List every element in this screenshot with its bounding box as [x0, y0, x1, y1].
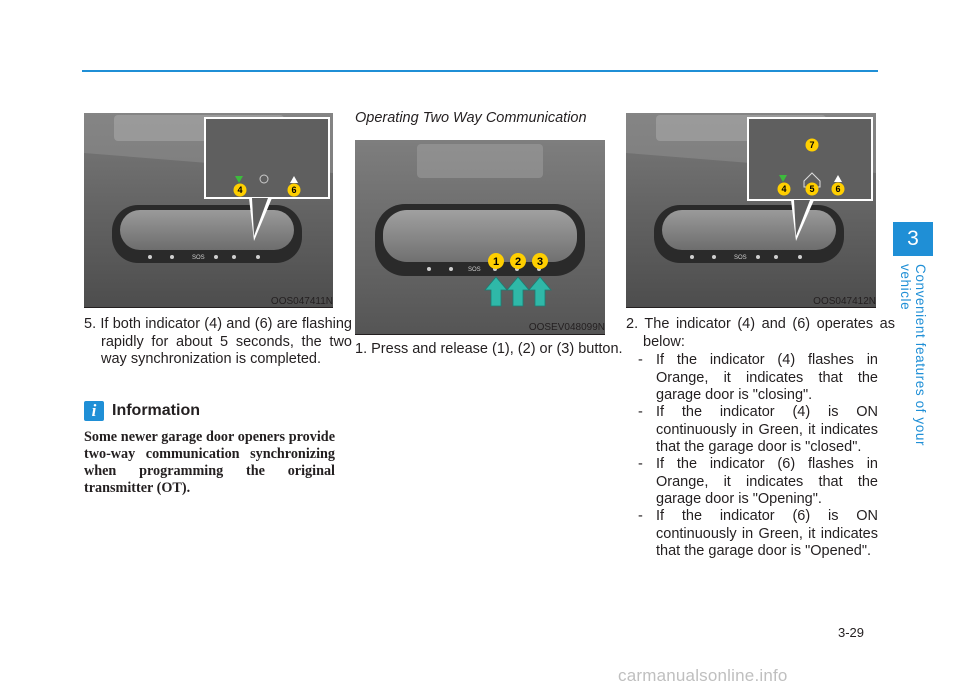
figure-label: 4 — [781, 184, 787, 194]
figure-mirror-indicators — [84, 113, 333, 307]
step-text: Press and release (1), (2) or (3) button. — [371, 341, 623, 357]
information-heading — [84, 401, 200, 421]
chapter-title-side: Convenient features of your vehicle — [898, 264, 928, 447]
step-5 — [84, 316, 352, 369]
watermark: carmanualsonline.info — [618, 666, 788, 685]
page-number: 3-29 — [838, 625, 865, 640]
svg-text:SOS: SOS — [468, 267, 481, 273]
figure-label: 2 — [514, 256, 522, 268]
step-text: If both indicator (4) and (6) are flashing rapidly for about 5 seconds, the two way synchronization is completed. — [100, 316, 352, 367]
list-item: - If the indicator (6) is ON continuously in Green, it indicates that the garage door is "Opened". — [638, 508, 878, 559]
step-2 — [626, 316, 895, 351]
figure-caption: OOSEV048099N — [528, 322, 605, 333]
figure-caption: OOS047411N — [270, 296, 333, 307]
step-number: 2. — [626, 316, 639, 332]
chapter-number-tab: 3 — [893, 222, 933, 256]
figure-label: 4 — [237, 185, 243, 195]
info-icon: i — [84, 401, 104, 421]
svg-text:SOS: SOS — [734, 255, 747, 261]
list-item: - If the indicator (4) flashes in Orange, it indicates that the garage door is "closing". — [638, 352, 878, 403]
list-item: - If the indicator (4) is ON continuously in Green, it indicates that the garage door is "closed". — [638, 404, 878, 455]
figure-label: 6 — [835, 184, 841, 194]
list-item: - If the indicator (6) flashes in Orange, it indicates that the garage door is "Opening". — [638, 456, 878, 507]
figure-caption: OOS047412N — [813, 296, 876, 307]
figure-label: 3 — [536, 256, 544, 268]
section-heading: Operating Two Way Communication — [355, 110, 587, 126]
information-text: Some newer garage door openers provide two-way communication synchronizing when programming the original transmitter (OT). — [84, 429, 335, 496]
step-text: The indicator (4) and (6) operates as below: — [643, 316, 895, 350]
figure-label: 5 — [809, 184, 815, 194]
caption-rule — [84, 307, 333, 308]
info-title: Information — [112, 402, 200, 419]
figure-mirror-buttons — [355, 140, 605, 334]
caption-rule — [626, 307, 876, 308]
step-number: 5. — [84, 316, 97, 332]
header-rule — [82, 70, 878, 72]
figure-label: 6 — [291, 185, 297, 195]
figure-mirror-indicators-2 — [626, 113, 876, 307]
figure-label: 1 — [492, 256, 500, 268]
caption-rule — [355, 334, 605, 335]
step-number: 1. — [355, 341, 368, 357]
svg-text:SOS: SOS — [192, 255, 205, 261]
step-1 — [355, 341, 623, 359]
figure-label: 7 — [809, 140, 815, 150]
